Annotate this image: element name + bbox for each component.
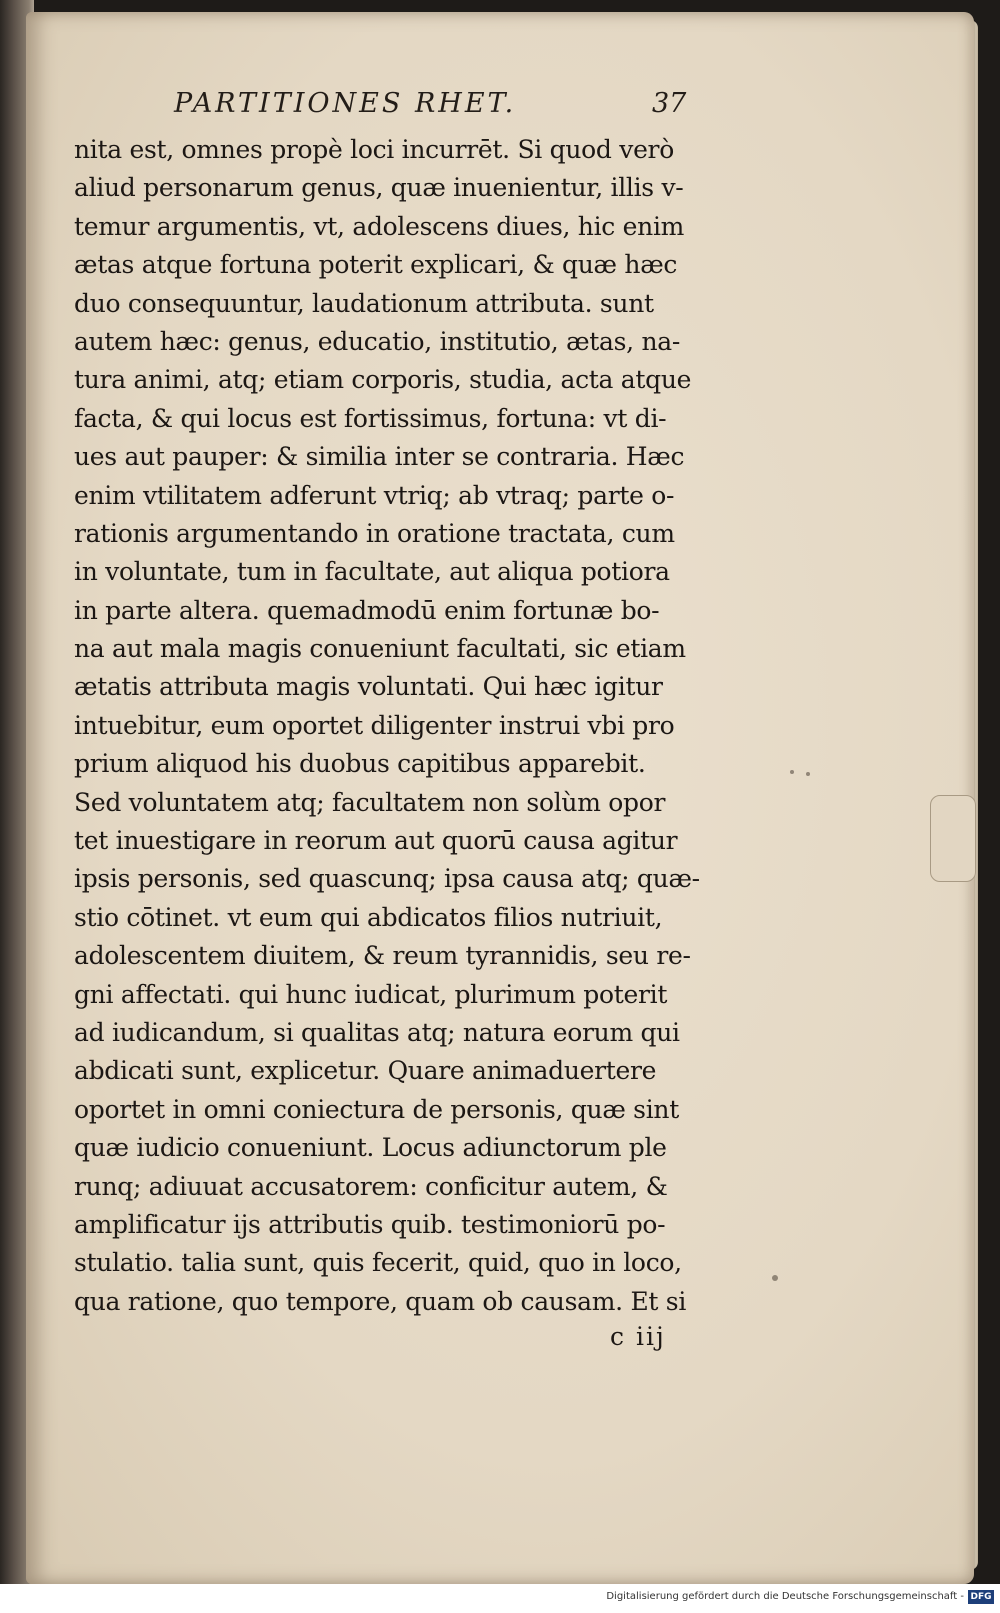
text-line: ues aut pauper: & similia inter se contraria. Hæc (74, 442, 685, 472)
text-line: stio cōtinet. vt eum qui abdicatos filios nutriuit, (74, 902, 663, 932)
text-line: in voluntate, tum in facultate, aut aliqua potiora (74, 557, 670, 587)
text-line: autem hæc: genus, educatio, institutio, ætas, na- (74, 326, 681, 356)
signature-mark: c iij (610, 1322, 666, 1351)
text-line: amplificatur ijs attributis quib. testimoniorū po- (74, 1209, 666, 1239)
text-line: gni affectati. qui hunc iudicat, plurimum poterit (74, 979, 668, 1009)
text-line: in parte altera. quemadmodū enim fortunæ bo- (74, 595, 660, 625)
text-line: adolescentem diuitem, & reum tyrannidis, seu re- (74, 941, 691, 971)
text-line: temur argumentis, vt, adolescens diues, hic enim (74, 211, 685, 241)
text-line: facta, & qui locus est fortissimus, fortuna: vt di- (74, 403, 667, 433)
text-line: ætas atque fortuna poterit explicari, & quæ hæc (74, 250, 678, 280)
text-line: duo consequuntur, laudationum attributa. sunt (74, 288, 654, 318)
running-head: PARTITIONES RHET. (174, 88, 517, 119)
text-line: qua ratione, quo tempore, quam ob causam. Et si (74, 1286, 687, 1316)
text-line: ætatis attributa magis voluntati. Qui hæc igitur (74, 672, 663, 702)
funding-credit: Digitalisierung gefördert durch die Deutsche Forschungsgemeinschaft - (606, 1591, 964, 1602)
text-line: abdicati sunt, explicetur. Quare animaduertere (74, 1056, 657, 1086)
text-line: na aut mala magis conueniunt facultati, sic etiam (74, 634, 686, 664)
ink-spot (772, 1275, 778, 1281)
dfg-logo: DFG (968, 1590, 994, 1604)
text-line: Sed voluntatem atq; facultatem non solùm opor (74, 787, 666, 817)
page-tab (930, 795, 976, 882)
text-line: tura animi, atq; etiam corporis, studia, acta atque (74, 365, 692, 395)
text-line: nita est, omnes propè loci incurrēt. Si quod verò (74, 135, 674, 164)
text-line: tet inuestigare in reorum aut quorū causa agitur (74, 826, 678, 856)
text-line: intuebitur, eum oportet diligenter instrui vbi pro (74, 710, 675, 740)
footer-bar (0, 1584, 1000, 1613)
text-line: runq; adiuuat accusatorem: conficitur autem, & (74, 1171, 668, 1201)
text-line: rationis argumentando in oratione tractata, cum (74, 518, 675, 548)
page-number: 37 (652, 88, 687, 119)
text-line: ipsis personis, sed quascunq; ipsa causa atq; quæ- (74, 864, 700, 894)
text-line: quæ iudicio conueniunt. Locus adiunctorum ple (74, 1133, 667, 1163)
text-line: ad iudicandum, si qualitas atq; natura eorum qui (74, 1017, 680, 1047)
text-line: aliud personarum genus, quæ inuenientur, illis v- (74, 173, 684, 203)
text-line: oportet in omni coniectura de personis, quæ sint (74, 1094, 679, 1124)
ink-spot (806, 772, 810, 776)
text-line: stulatio. talia sunt, quis fecerit, quid, quo in loco, (74, 1248, 682, 1278)
text-line: enim vtilitatem adferunt vtriq; ab vtraq; parte o- (74, 480, 675, 510)
ink-spot (790, 770, 794, 774)
text-line: prium aliquod his duobus capitibus apparebit. (74, 749, 646, 779)
text-block (74, 131, 734, 1321)
